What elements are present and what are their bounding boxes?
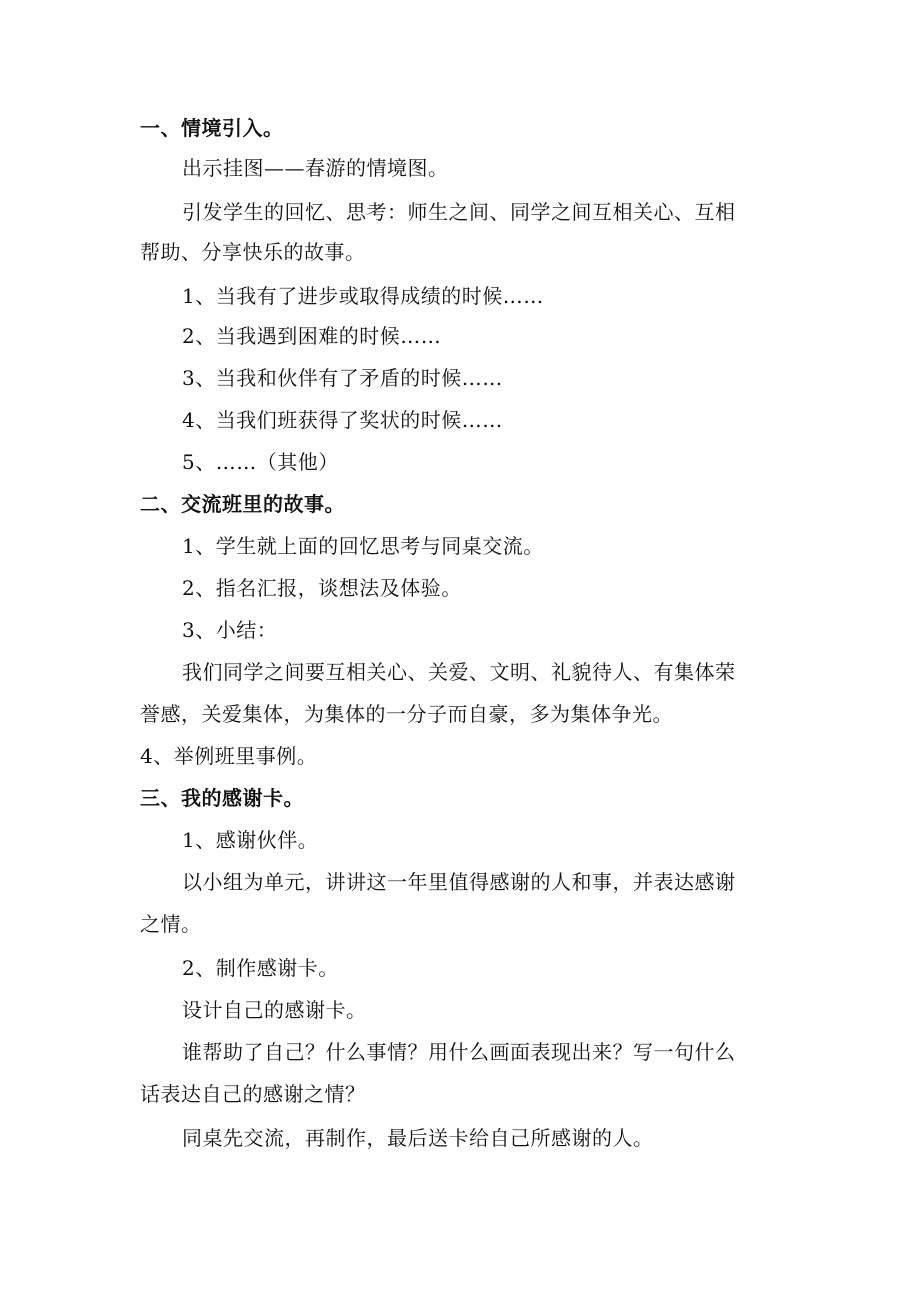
list-item: 5、……（其他） (182, 450, 339, 474)
paragraph-line: 谁帮助了自己？什么事情？用什么画面表现出来？写一句什么 (182, 1040, 736, 1064)
section-heading-3: 三、我的感谢卡。 (140, 786, 304, 810)
list-item: 2、制作感谢卡。 (182, 956, 339, 980)
paragraph-line: 话表达自己的感谢之情？ (140, 1082, 366, 1106)
paragraph-line: 我们同学之间要互相关心、关爱、文明、礼貌待人、有集体荣 (182, 660, 736, 684)
list-item: 2、指名汇报，谈想法及体验。 (182, 576, 462, 600)
section-heading-1: 一、情境引入。 (140, 116, 284, 140)
paragraph-line: 誉感，关爱集体，为集体的一分子而自豪，多为集体争光。 (140, 702, 673, 726)
list-item: 4、举例班里事例。 (140, 744, 318, 768)
paragraph-line: 之情。 (140, 912, 202, 936)
paragraph-line: 同桌先交流，再制作，最后送卡给自己所感谢的人。 (182, 1126, 654, 1150)
paragraph-line: 帮助、分享快乐的故事。 (140, 240, 366, 264)
list-item: 1、学生就上面的回忆思考与同桌交流。 (182, 534, 544, 558)
list-item: 1、当我有了进步或取得成绩的时候…… (182, 284, 544, 308)
paragraph-line: 以小组为单元，讲讲这一年里值得感谢的人和事，并表达感谢 (182, 870, 736, 894)
list-item: 3、小结： (182, 618, 278, 642)
paragraph-line: 出示挂图——春游的情境图。 (182, 156, 449, 180)
paragraph-line: 设计自己的感谢卡。 (182, 998, 367, 1022)
list-item: 4、当我们班获得了奖状的时候…… (182, 408, 503, 432)
list-item: 3、当我和伙伴有了矛盾的时候…… (182, 366, 503, 390)
paragraph-line: 引发学生的回忆、思考：师生之间、同学之间互相关心、互相 (182, 200, 736, 224)
list-item: 1、感谢伙伴。 (182, 828, 319, 852)
section-heading-2: 二、交流班里的故事。 (140, 492, 345, 516)
list-item: 2、当我遇到困难的时候…… (182, 324, 442, 348)
